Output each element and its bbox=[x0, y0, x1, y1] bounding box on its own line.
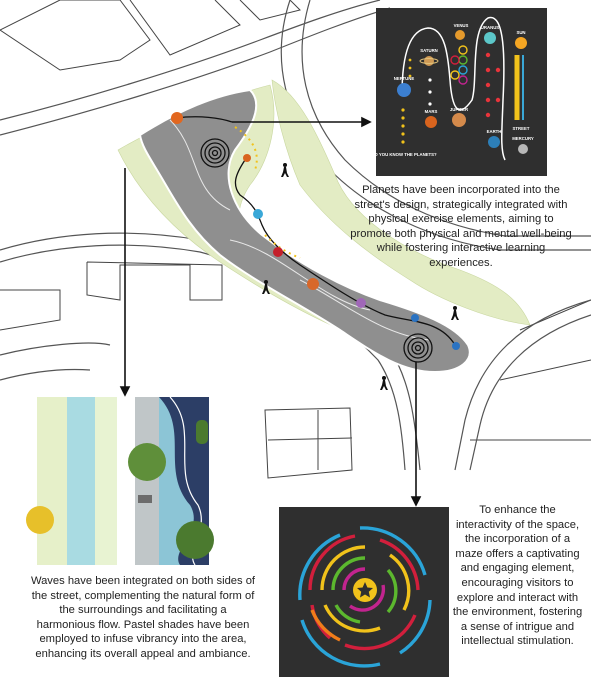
label-mars: MARS bbox=[424, 109, 438, 114]
label-venus: VENUS bbox=[453, 23, 469, 28]
label-neptune: NEPTUNE bbox=[393, 76, 415, 81]
panel-planet-mars bbox=[425, 116, 437, 128]
building-outline bbox=[0, 290, 60, 330]
caption-waves: Waves have been integrated on both sides of the street, complementing the natural form of the surroundings and facilitating a harmonious flow. Pastel shades have been employed to infuse vibrancy into the area, enhancing its overall appeal and ambiance. bbox=[30, 575, 256, 660]
road-edge bbox=[0, 369, 90, 380]
building-outline bbox=[87, 262, 222, 300]
building-outline bbox=[470, 300, 591, 440]
panel-planet-uranus bbox=[484, 32, 496, 44]
label-jupiter: JUPITER bbox=[449, 107, 469, 112]
planet-mars-marker bbox=[171, 112, 183, 124]
panel-planet-neptune bbox=[397, 83, 411, 97]
road-edge bbox=[470, 315, 591, 470]
panel-planet-earth bbox=[488, 136, 500, 148]
arrow-head bbox=[362, 118, 370, 126]
planet-marker bbox=[356, 298, 366, 308]
planets-panel bbox=[371, 8, 547, 176]
panel-planet-saturn bbox=[424, 56, 434, 66]
label-sun: SUN bbox=[516, 30, 526, 35]
waves-panel bbox=[26, 397, 214, 565]
panel-planet-jupiter bbox=[452, 113, 466, 127]
planet-earth-marker bbox=[253, 209, 263, 219]
planet-marker bbox=[452, 342, 460, 350]
pedestrian-icon bbox=[281, 163, 289, 177]
panel-planet-mercury bbox=[518, 144, 528, 154]
panel-planet-sun bbox=[515, 37, 527, 49]
building-outline bbox=[265, 408, 352, 478]
label-earth: EARTH bbox=[486, 129, 502, 134]
building-outline bbox=[130, 0, 240, 55]
label-saturn: SATURN bbox=[420, 48, 438, 53]
planet-marker bbox=[307, 278, 319, 290]
maze-panel bbox=[279, 507, 449, 677]
building-outline bbox=[0, 0, 150, 70]
planet-marker bbox=[411, 314, 419, 322]
panel-planet-venus bbox=[455, 30, 465, 40]
pedestrian-icon bbox=[451, 306, 459, 320]
caption-maze: To enhance the interactivity of the space, the incorporation of a maze offers a captivating and engaging element, encouraging visitors to explore and interact with the environment, fostering a sense of intrigue and intellectual stimulation. bbox=[452, 504, 583, 648]
label-question: DO YOU KNOW THE PLANETS? bbox=[371, 152, 437, 157]
label-street: STREET bbox=[512, 126, 530, 131]
road-edge bbox=[0, 0, 380, 120]
label-uranus: URANUS bbox=[480, 25, 500, 30]
planet-marker bbox=[243, 154, 251, 162]
building-outline bbox=[240, 0, 300, 20]
pedestrian-icon bbox=[380, 376, 388, 390]
arrow-head bbox=[412, 497, 420, 505]
caption-planets: Planets have been incorporated into the street's design, strategically integrated with physical exercise elements, aiming to promote both physical and mental well-being while fostering interactive learning experiences. bbox=[350, 184, 572, 269]
label-mercury: MERCURY bbox=[512, 136, 534, 141]
road-edge bbox=[0, 343, 110, 355]
arrow-head bbox=[121, 387, 129, 395]
planet-marker bbox=[273, 247, 283, 257]
